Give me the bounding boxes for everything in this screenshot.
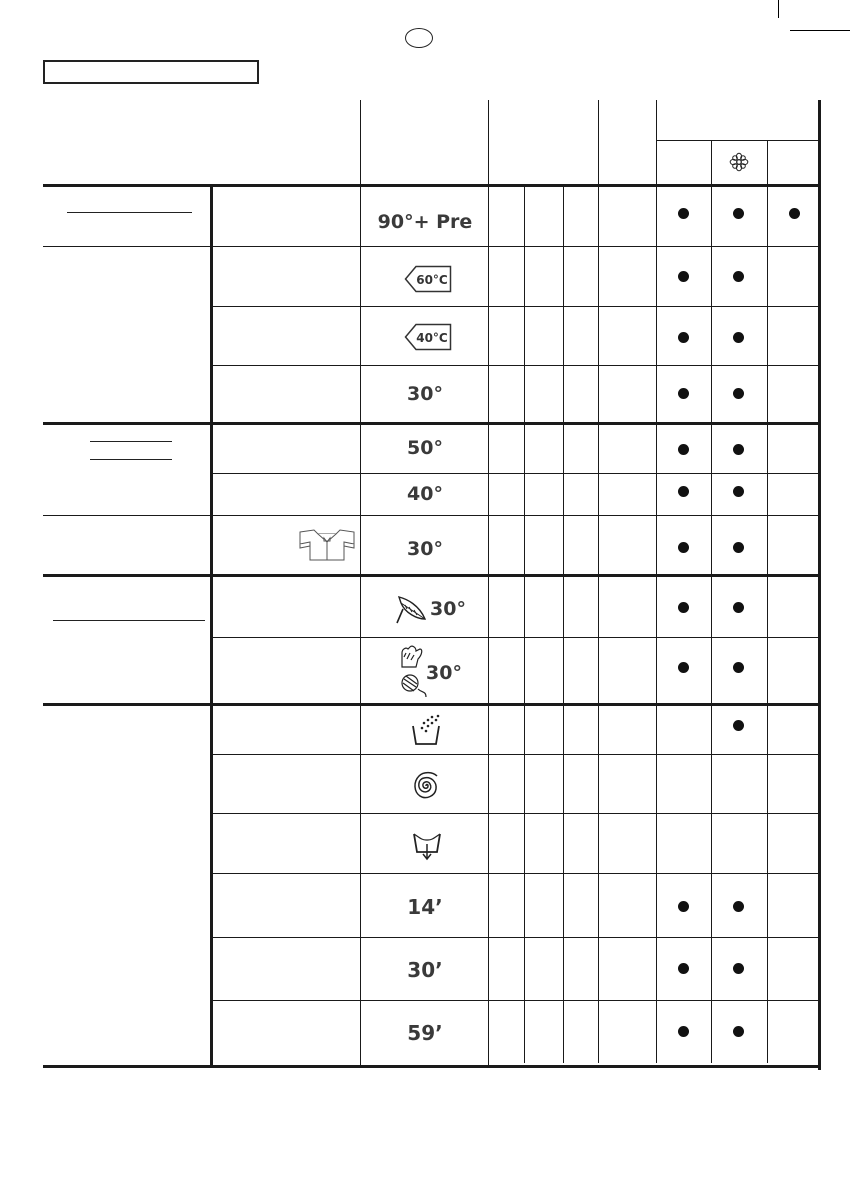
group-separator (43, 184, 821, 187)
eco-tag-icon (404, 265, 452, 293)
drain-icon (412, 830, 442, 862)
flower-icon (729, 152, 749, 172)
compatibility-dot (678, 602, 689, 613)
row-separator (213, 637, 820, 638)
compatibility-dot (733, 542, 744, 553)
compatibility-dot (678, 901, 689, 912)
row-separator (213, 473, 820, 474)
programme-temp: 30° (407, 538, 443, 560)
compatibility-dot (733, 963, 744, 974)
col-divider (711, 140, 712, 1063)
compatibility-dot (733, 388, 744, 399)
programme-temp: 30’ (407, 958, 443, 982)
compatibility-dot (789, 208, 800, 219)
compatibility-dot (678, 271, 689, 282)
section-title-box (43, 60, 259, 84)
eco-tag-icon (404, 323, 452, 351)
col-divider (598, 100, 599, 1063)
compatibility-dot (733, 720, 744, 731)
table-bottom-border (43, 1065, 821, 1068)
programme-temp: 40°C (416, 331, 448, 345)
compatibility-dot (678, 444, 689, 455)
row-separator (213, 365, 820, 366)
col-divider (767, 140, 768, 1063)
programme-temp: 30° (407, 383, 443, 405)
row-separator (213, 937, 820, 938)
handwash-wool-icon (396, 645, 428, 701)
spin-icon (411, 770, 441, 802)
group-separator (43, 574, 821, 577)
group-label-line (90, 459, 172, 460)
compatibility-dot (678, 208, 689, 219)
compatibility-dot (733, 602, 744, 613)
rinse-icon (410, 714, 442, 746)
language-badge (405, 28, 433, 48)
compatibility-dot (733, 1026, 744, 1037)
programme-temp: 60°C (416, 273, 448, 287)
compatibility-dot (678, 963, 689, 974)
col-divider (563, 185, 564, 1063)
col-divider (524, 185, 525, 1063)
compatibility-dot (678, 388, 689, 399)
group-column-border (210, 185, 213, 1065)
row-separator (213, 1000, 820, 1001)
group-label-line (53, 620, 205, 621)
feather-icon (395, 595, 429, 625)
compatibility-dot (733, 271, 744, 282)
compatibility-dot (678, 332, 689, 343)
programme-temp: 50° (407, 437, 443, 459)
shirt-icon (296, 528, 358, 562)
row-separator (213, 306, 820, 307)
compatibility-dot (678, 542, 689, 553)
group-separator (43, 703, 821, 706)
compatibility-dot (678, 662, 689, 673)
programme-temp: 90°+ Pre (377, 211, 473, 233)
programme-temp: 59’ (407, 1021, 443, 1045)
programme-temp: 40° (407, 483, 443, 505)
group-label-line (90, 441, 172, 442)
row-separator (213, 754, 820, 755)
crop-mark (790, 30, 850, 31)
header-subdivider (656, 140, 818, 141)
compatibility-dot (733, 901, 744, 912)
compatibility-dot (733, 208, 744, 219)
compatibility-dot (678, 486, 689, 497)
compatibility-dot (678, 1026, 689, 1037)
compatibility-dot (733, 444, 744, 455)
programme-temp: 30° (430, 598, 466, 620)
compatibility-dot (733, 486, 744, 497)
row-separator (43, 246, 820, 247)
row-separator (213, 873, 820, 874)
group-label-line (67, 212, 192, 213)
row-separator (43, 515, 820, 516)
group-separator (43, 422, 821, 425)
crop-mark (778, 0, 779, 18)
programme-temp: 30° (426, 662, 462, 684)
row-separator (213, 813, 820, 814)
col-divider (656, 100, 657, 1063)
compatibility-dot (733, 662, 744, 673)
programme-temp: 14’ (407, 895, 443, 919)
compatibility-dot (733, 332, 744, 343)
